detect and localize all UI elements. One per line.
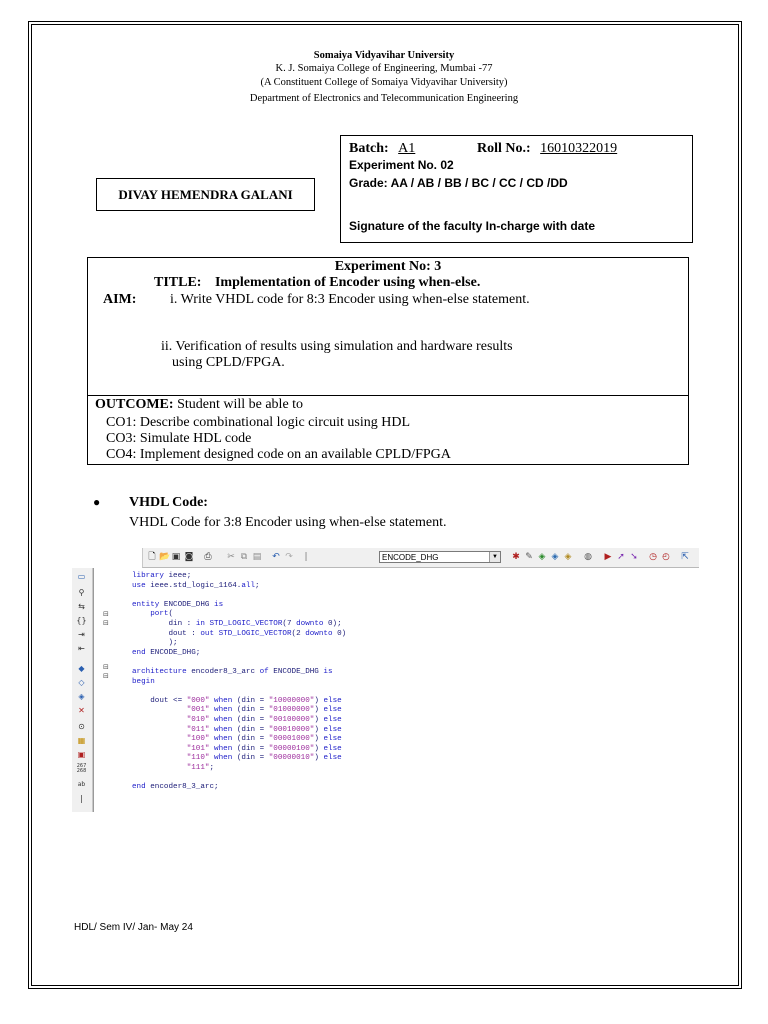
code-line: end ENCODE_DHG; — [132, 648, 201, 657]
student-name: DIVAY HEMENDRA GALANI — [118, 186, 293, 202]
text-icon[interactable]: ab — [77, 781, 86, 788]
save-all-icon[interactable]: ◙ — [184, 552, 194, 562]
undo-icon[interactable]: ↶ — [272, 552, 280, 562]
constituent-note: (A Constituent College of Somaiya Vidyavihar University) — [260, 77, 508, 88]
cut-icon[interactable]: ✂ — [227, 552, 235, 562]
chevron-down-icon[interactable]: ▼ — [489, 552, 500, 562]
fold-marker-icon[interactable]: ⊟ — [103, 672, 109, 680]
code-line: port( — [150, 610, 174, 619]
paste-icon[interactable]: ▤ — [252, 552, 262, 562]
code-line: din : in STD_LOGIC_VECTOR(7 downto 0); — [132, 620, 342, 628]
step-icon[interactable]: ➚ — [617, 552, 625, 562]
chip-icon[interactable]: ◈ — [538, 552, 546, 562]
code-line: end encoder8_3_arc; — [132, 783, 219, 792]
outcome-divider — [88, 395, 688, 396]
fold-marker-icon[interactable]: ⊟ — [103, 610, 109, 618]
outcome-co1: CO1: Describe combinational logic circuit using HDL — [106, 415, 411, 430]
code-line: use ieee.std_logic_1164.all; — [132, 581, 260, 590]
batch-info-box — [340, 135, 693, 243]
fold-marker-icon[interactable]: ⊟ — [103, 619, 109, 627]
outcome-label: OUTCOME: — [95, 397, 174, 412]
cursor-icon[interactable]: ⇱ — [681, 552, 689, 562]
ide-toolbar — [142, 548, 699, 568]
university-name: Somaiya Vidyavihar University — [313, 50, 455, 61]
vhdl-code-subtitle: VHDL Code for 3:8 Encoder using when-else statement. — [129, 515, 447, 530]
student-name-box — [96, 178, 315, 211]
bookmark-prev-icon[interactable]: ◈ — [78, 692, 85, 701]
code-line: "010" when (din = "00100000") else — [186, 716, 342, 724]
separator-icon: | — [304, 552, 308, 562]
bullet-icon: ● — [93, 495, 101, 509]
bookmark-next-icon[interactable]: ◇ — [78, 678, 85, 687]
aim-item-2-cont: using CPLD/FPGA. — [172, 355, 285, 370]
line-number-icon[interactable]: 267 268 — [76, 763, 87, 774]
title-text: Implementation of Encoder using when-else. — [214, 275, 481, 290]
new-file-icon[interactable]: 🗋 — [148, 552, 156, 562]
run-icon[interactable]: ▶ — [604, 552, 612, 562]
department-name: Department of Electronics and Telecommunication Engineering — [249, 93, 519, 104]
note-icon[interactable]: ▦ — [77, 736, 86, 745]
code-line: entity ENCODE_DHG is — [132, 600, 224, 609]
find-replace-icon[interactable]: ⇆ — [78, 602, 85, 611]
chip3-icon[interactable]: ◈ — [564, 552, 572, 562]
braces-icon[interactable]: {} — [76, 616, 87, 625]
monitor-icon[interactable]: ▭ — [77, 572, 86, 581]
roll-value: 16010322019 — [540, 141, 618, 156]
faculty-signature-label: Signature of the faculty In-charge with date — [349, 219, 596, 233]
timer-icon[interactable]: ◴ — [662, 552, 670, 562]
entity-combo[interactable] — [379, 551, 501, 563]
experiment-box — [87, 257, 689, 465]
code-line: "110" when (din = "00000010") else — [186, 754, 342, 763]
title-label: TITLE: — [154, 275, 202, 290]
grade-options: Grade: AA / AB / BB / BC / CC / CD /DD — [349, 176, 568, 190]
edit-icon[interactable]: ✎ — [525, 552, 533, 562]
bar-icon[interactable]: | — [80, 794, 83, 803]
batch-label: Batch: — [349, 141, 389, 156]
ide-corner — [72, 548, 142, 567]
outcome-co4: CO4: Implement designed code on an available CPLD/FPGA — [106, 447, 451, 462]
footer-text: HDL/ Sem IV/ Jan- May 24 — [74, 922, 193, 933]
aim-item-2: ii. Verification of results using simulation and hardware results — [161, 339, 513, 354]
redo-icon[interactable]: ↷ — [285, 552, 293, 562]
code-line: "011" when (din = "00010000") else — [186, 725, 342, 734]
open-folder-icon[interactable]: 📂 — [159, 552, 171, 562]
code-editor[interactable] — [93, 568, 699, 812]
code-line: "111"; — [186, 764, 215, 772]
batch-value: A1 — [398, 141, 416, 156]
save-small-icon[interactable]: ▣ — [77, 750, 86, 759]
outcome-text: Student will be able to — [177, 397, 304, 412]
print-icon[interactable]: ⎙ — [204, 552, 212, 562]
code-line: "101" when (din = "00000100") else — [186, 744, 342, 753]
aim-item-1: i. Write VHDL code for 8:3 Encoder using when-else statement. — [170, 292, 530, 307]
compile-icon[interactable]: ✱ — [512, 552, 520, 562]
experiment-no-label: Experiment No. 02 — [349, 158, 454, 172]
bookmark-clear-icon[interactable]: ✕ — [78, 706, 85, 715]
indent-icon[interactable]: ⇥ — [78, 630, 85, 639]
save-icon[interactable]: ▣ — [171, 552, 181, 562]
ide-screenshot — [72, 548, 698, 812]
code-line: ); — [132, 639, 178, 648]
binoculars-icon[interactable]: ⚲ — [78, 588, 85, 597]
chip2-icon[interactable]: ◈ — [551, 552, 559, 562]
step-over-icon[interactable]: ➘ — [630, 552, 638, 562]
bookmark-icon[interactable]: ◆ — [78, 664, 85, 673]
outdent-icon[interactable]: ⇤ — [78, 644, 85, 653]
globe-icon[interactable]: ◍ — [584, 552, 592, 562]
code-line: "100" when (din = "00001000") else — [186, 735, 342, 744]
code-line: architecture encoder8_3_arc of ENCODE_DHG is — [132, 668, 333, 676]
clip-icon[interactable]: ⊙ — [78, 722, 85, 731]
ide-side-toolbar — [72, 568, 93, 812]
copy-icon[interactable]: ⧉ — [240, 552, 248, 562]
code-line: begin — [132, 677, 155, 686]
code-line: dout : out STD_LOGIC_VECTOR(2 downto 0) — [132, 629, 347, 638]
code-line: "001" when (din = "01000000") else — [186, 706, 342, 715]
fold-marker-icon[interactable]: ⊟ — [103, 663, 109, 671]
vhdl-code-heading: VHDL Code: — [129, 495, 208, 510]
clock-icon[interactable]: ◷ — [649, 552, 657, 562]
college-name: K. J. Somaiya College of Engineering, Mumbai -77 — [275, 63, 493, 74]
entity-combo-value: ENCODE_DHG — [382, 553, 439, 562]
outcome-co3: CO3: Simulate HDL code — [106, 431, 252, 446]
code-line: dout <= "000" when (din = "10000000") else — [132, 696, 342, 705]
experiment-number: Experiment No: 3 — [334, 259, 442, 274]
aim-label: AIM: — [103, 292, 137, 307]
roll-label: Roll No.: — [477, 141, 531, 156]
code-line: library ieee; — [132, 572, 192, 580]
